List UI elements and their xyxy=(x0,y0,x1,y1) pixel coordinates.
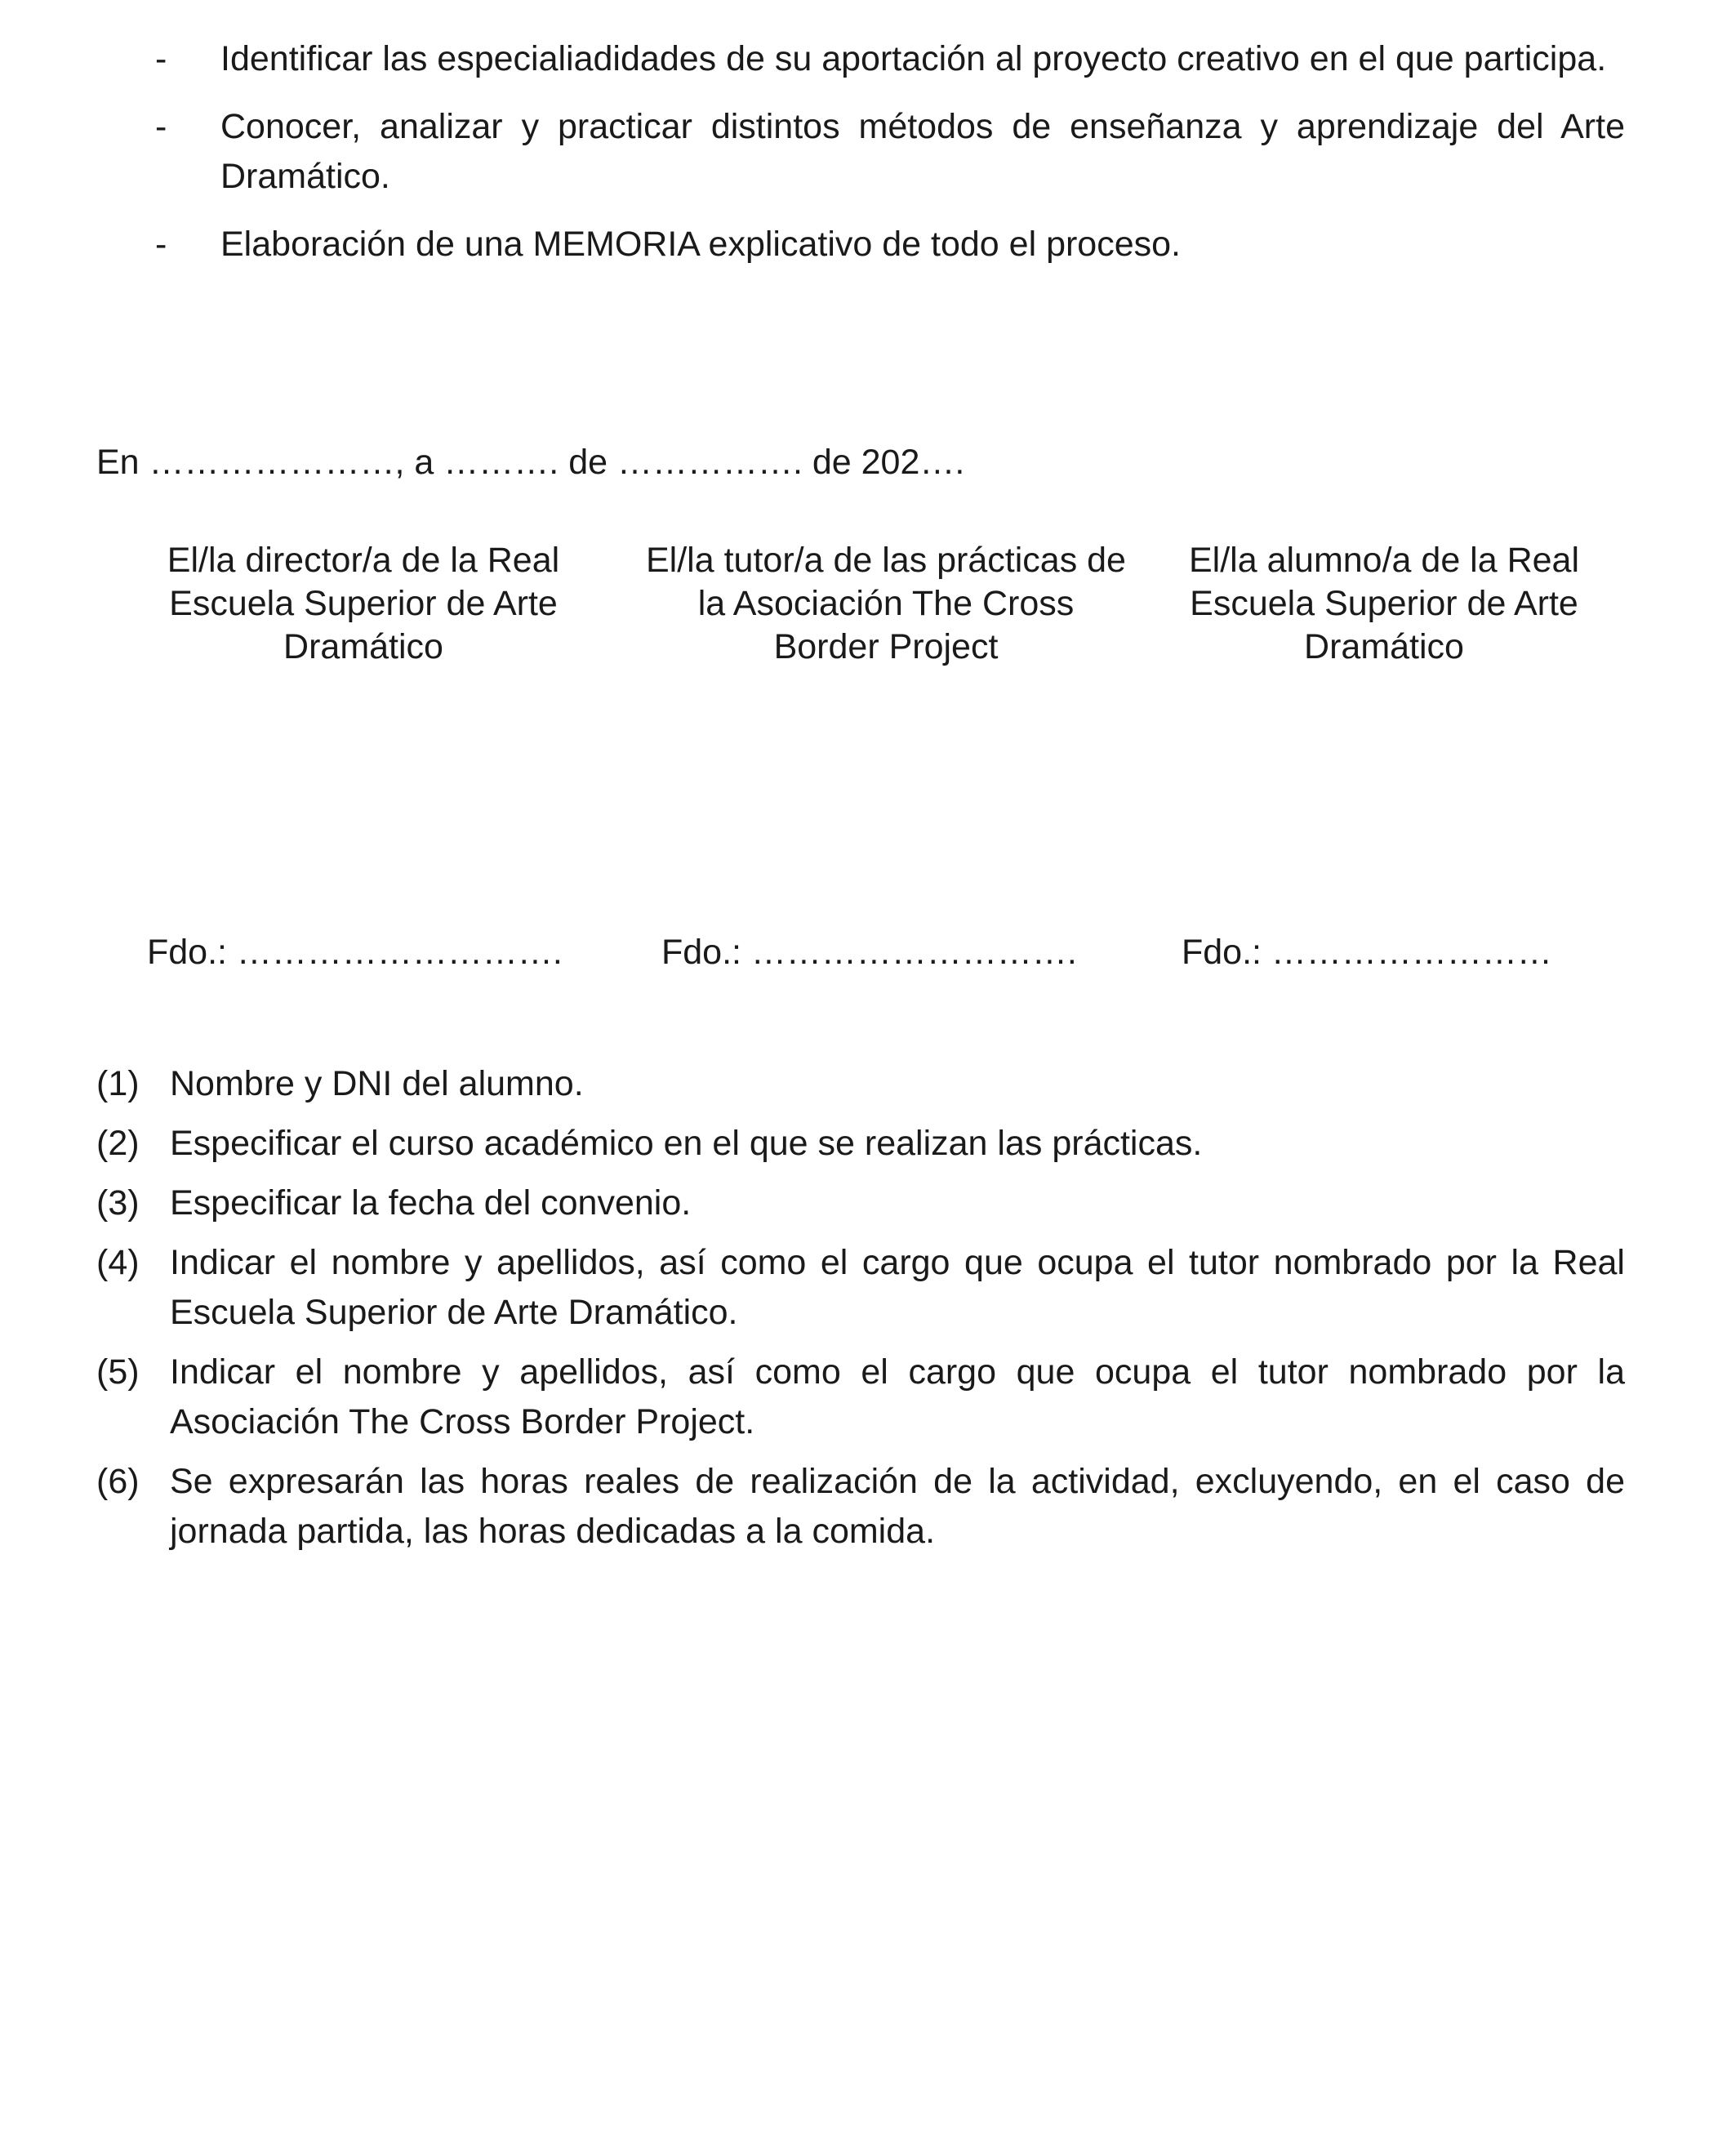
signer-tutor-role: El/la tutor/a de las prácticas de la Asociación The Cross Border Project xyxy=(646,541,1126,666)
footnote-number: (3) xyxy=(96,1183,140,1223)
signature-line-student: Fdo.: …………………… xyxy=(1182,933,1552,972)
footnote-number: (2) xyxy=(96,1124,140,1163)
footnote-text: Se expresarán las horas reales de realización de la actividad, excluyendo, en el caso de jornada partida, las horas dedicadas a la comida. xyxy=(170,1462,1625,1551)
signer-director-role: El/la director/a de la Real Escuela Superior de Arte Dramático xyxy=(167,541,560,666)
footnote-item xyxy=(96,1348,1625,1447)
footnote-item xyxy=(96,1238,1625,1338)
footnote-number: (1) xyxy=(96,1064,140,1103)
footnote-text: Indicar el nombre y apellidos, así como el cargo que ocupa el tutor nombrado por la Real Escuela Superior de Arte Dramático. xyxy=(170,1243,1625,1332)
footnote-item xyxy=(96,1059,1625,1109)
list-item xyxy=(155,34,1625,84)
footnote-number: (4) xyxy=(96,1243,140,1282)
footnote-text: Nombre y DNI del alumno. xyxy=(170,1064,584,1103)
objectives-list xyxy=(155,34,1625,287)
list-marker: - xyxy=(155,225,167,264)
footnotes-list xyxy=(96,1059,1625,1566)
list-item-text: Identificar las especialiadidades de su aportación al proyecto creativo en el que participa. xyxy=(220,39,1607,78)
list-marker: - xyxy=(155,39,167,78)
list-item xyxy=(155,102,1625,202)
footnote-item xyxy=(96,1178,1625,1228)
signer-student-role: El/la alumno/a de la Real Escuela Superior de Arte Dramático xyxy=(1188,541,1580,666)
list-item-text: Elaboración de una MEMORIA explicativo de todo el proceso. xyxy=(220,225,1181,264)
footnote-item xyxy=(96,1119,1625,1169)
footnote-item xyxy=(96,1457,1625,1557)
signature-line-tutor: Fdo.: ………………………. xyxy=(661,933,1077,972)
signature-line-director: Fdo.: ………………………. xyxy=(147,933,563,972)
list-marker: - xyxy=(155,107,167,146)
footnote-number: (5) xyxy=(96,1352,140,1392)
list-item-text: Conocer, analizar y practicar distintos métodos de enseñanza y aprendizaje del Arte Dramático. xyxy=(220,107,1625,196)
place-date-line: En …………………, a ………. de ……………. de 202…. xyxy=(96,443,965,482)
footnote-number: (6) xyxy=(96,1462,140,1501)
footnote-text: Especificar la fecha del convenio. xyxy=(170,1183,692,1223)
footnote-text: Especificar el curso académico en el que se realizan las prácticas. xyxy=(170,1124,1203,1163)
list-item xyxy=(155,220,1625,270)
footnote-text: Indicar el nombre y apellidos, así como el cargo que ocupa el tutor nombrado por la Asociación The Cross Border Project. xyxy=(170,1352,1625,1441)
